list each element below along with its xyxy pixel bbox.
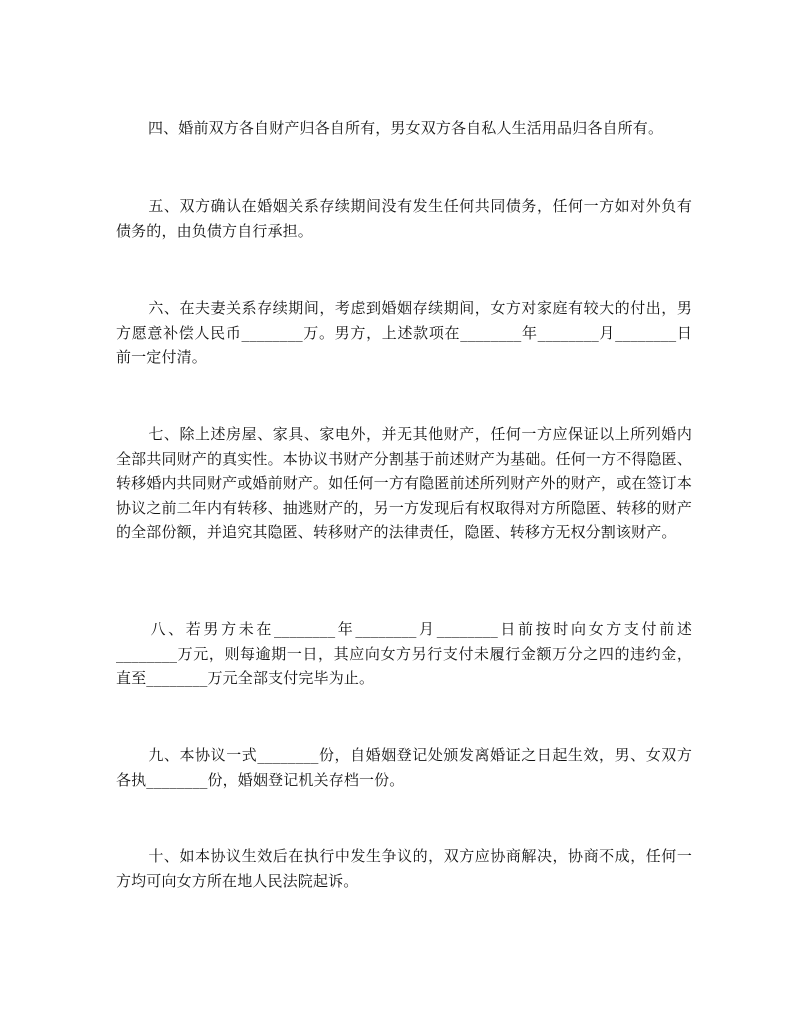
clause-5-text: 五、双方确认在婚姻关系存续期间没有发生任何共同债务，任何一方如对外负有债务的，由负债方自行承担。 (116, 197, 692, 240)
clause-8 (116, 617, 692, 691)
clause-10-text: 十、如本协议生效后在执行中发生争议的，双方应协商解决，协商不成，任何一方均可向女方所在地人民法院起诉。 (116, 847, 692, 890)
clause-9-text: 九、本协议一式________份，自婚姻登记处颁发离婚证之日起生效，男、女双方各执________份，婚姻登记机关存档一份。 (116, 746, 692, 789)
clause-4-text: 四、婚前双方各自财产归各自所有，男女双方各自私人生活用品归各自所有。 (148, 119, 664, 137)
clause-9 (116, 743, 692, 792)
clause-5 (116, 194, 692, 243)
clause-6 (116, 296, 692, 370)
clause-10 (116, 844, 692, 893)
clause-8-text: 八、若男方未在________年________月________日前按时向女方支付前述________万元，则每逾期一日，其应向女方另行支付未履行金额万分之四的违约金，直至________万元全部支付完毕为止。 (116, 620, 692, 687)
clause-7-text: 七、除上述房屋、家具、家电外，并无其他财产，任何一方应保证以上所列婚内全部共同财产的真实性。本协议书财产分割基于前述财产为基础。任何一方不得隐匿、转移婚内共同财产或婚前财产。如任何一方有隐匿前述所列财产外的财产，或在签订本协议之前二年内有转移、抽逃财产的，另一方发现后有权取得对方所隐匿、转移的财产的全部份额，并追究其隐匿、转移财产的法律责任，隐匿、转移方无权分割该财产。 (116, 425, 692, 541)
clause-4 (116, 116, 692, 141)
clause-6-text: 六、在夫妻关系存续期间，考虑到婚姻存续期间，女方对家庭有较大的付出，男方愿意补偿人民币________万。男方，上述款项在________年________月________日前一定付清。 (116, 299, 692, 366)
clause-7 (116, 422, 692, 545)
